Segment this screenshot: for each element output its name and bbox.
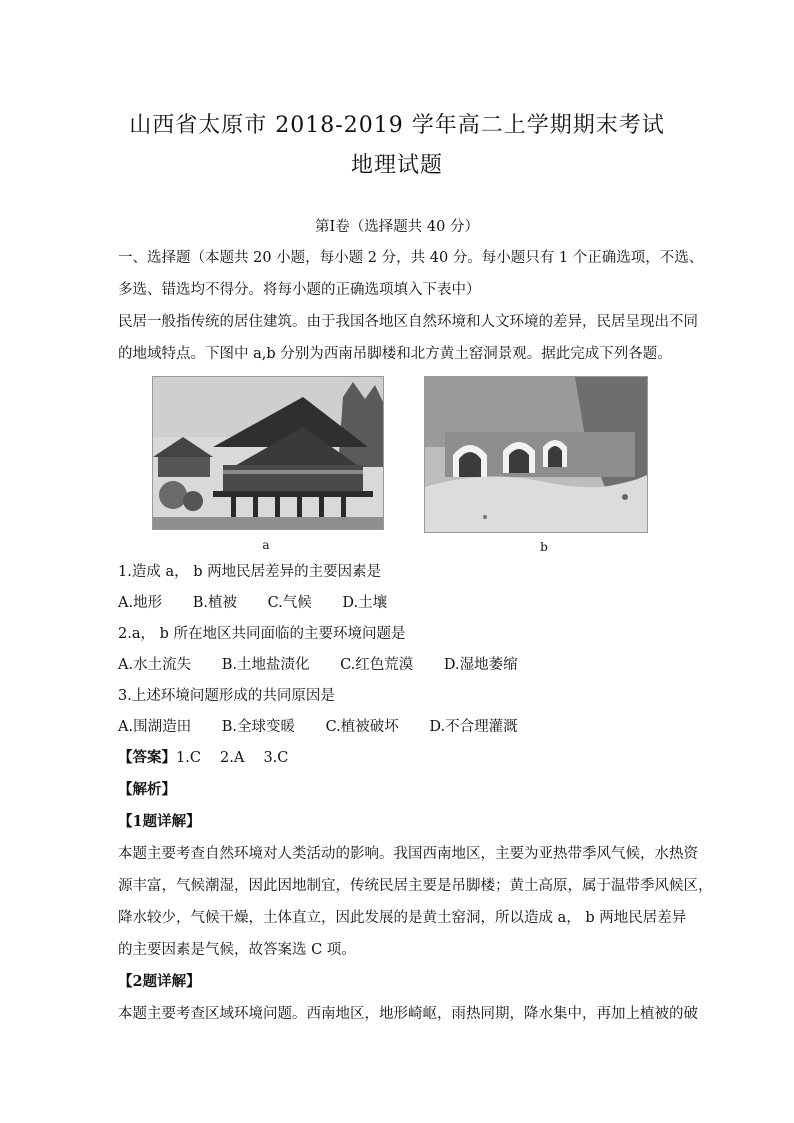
- intro-line-2: 的地域特点。下图中 a,b 分别为西南吊脚楼和北方黄土窑洞景观。据此完成下列各题。: [118, 346, 672, 362]
- figure-b-cave-dwelling-photo: [424, 376, 648, 533]
- q3-option-d: D.不合理灌溉: [429, 719, 518, 735]
- answer-label: 【答案】: [118, 749, 176, 766]
- q2-analysis-line: 本题主要考查区域环境问题。西南地区，地形崎岖，雨热同期，降水集中，再加上植被的破: [118, 1006, 698, 1022]
- document-title: 山西省太原市 2018-2019 学年高二上学期期末考试: [129, 113, 665, 138]
- answer-line: [118, 748, 683, 768]
- instruction-line-1: 一、选择题（本题共 20 小题，每小题 2 分，共 40 分。每小题只有 1 个正确选项，不选、: [118, 250, 704, 266]
- intro-line-1: 民居一般指传统的居住建筑。由于我国各地区自然环境和人文环境的差异，民居呈现出不同: [118, 314, 698, 330]
- q3-option-a: A.围湖造田: [118, 719, 192, 735]
- document-subtitle: 地理试题: [350, 153, 443, 178]
- q1-analysis-line: 降水较少，气候干燥，土体直立，因此发展的是黄土窑洞，所以造成 a， b 两地民居差异: [118, 910, 687, 926]
- q2-option-b: B.土地盐渍化: [221, 657, 310, 673]
- q3-option-b: B.全球变暖: [221, 719, 295, 735]
- q3-option-c: C.植被破坏: [325, 719, 399, 735]
- figure-b-caption: b: [540, 540, 548, 554]
- question-1-options: [118, 593, 683, 613]
- q2-option-d: D.湿地萎缩: [443, 657, 518, 673]
- figure-a-caption: a: [262, 538, 270, 552]
- q1-analysis-line: 本题主要考查自然环境对人类活动的影响。我国西南地区，主要为亚热带季风气候，水热资: [118, 846, 698, 862]
- q1-option-d: D.土壤: [342, 595, 388, 611]
- analysis-label: 【解析】: [118, 781, 176, 798]
- question-2-stem: 2.a， b 所在地区共同面临的主要环境问题是: [118, 626, 406, 642]
- instruction-line-2: 多选、错选均不得分。将每小题的正确选项填入下表中）: [118, 282, 481, 298]
- q1-analysis-line: 的主要因素是气候，故答案选 C 项。: [118, 942, 356, 958]
- q2-analysis-label: 【2题详解】: [118, 973, 201, 990]
- q1-option-c: C.气候: [267, 595, 312, 611]
- answer-value: 1.C 2.A 3.C: [176, 750, 289, 766]
- question-3-stem: 3.上述环境问题形成的共同原因是: [118, 688, 335, 704]
- question-1-stem: 1.造成 a， b 两地民居差异的主要因素是: [118, 564, 382, 580]
- q1-option-a: A.地形: [118, 595, 163, 611]
- q2-option-a: A.水土流失: [118, 657, 192, 673]
- q1-analysis-line: 源丰富，气候潮湿，因此因地制宜，传统民居主要是吊脚楼；黄土高原，属于温带季风候区，: [118, 878, 713, 894]
- question-3-options: [118, 717, 683, 737]
- figure-a-stilt-house-photo: [152, 376, 384, 530]
- section-heading: 第Ⅰ卷（选择题共 40 分）: [315, 219, 479, 235]
- q1-option-b: B.植被: [192, 595, 237, 611]
- q1-analysis-label: 【1题详解】: [118, 813, 201, 830]
- q2-option-c: C.红色荒漠: [340, 657, 414, 673]
- question-2-options: [118, 655, 683, 675]
